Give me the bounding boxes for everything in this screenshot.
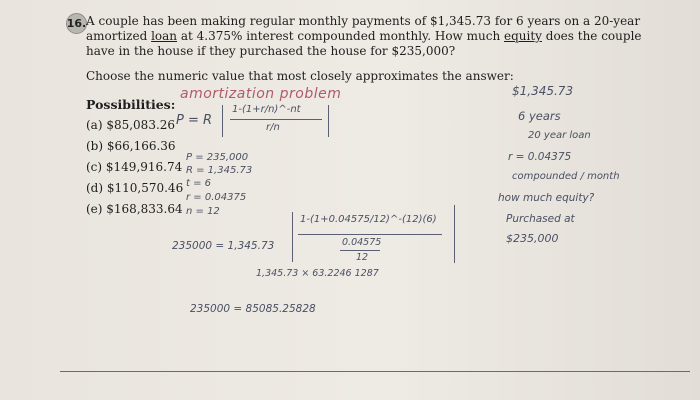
instruction-text: Choose the numeric value that most closely approximates the answer:: [86, 69, 514, 83]
note-right-payment: $1,345.73: [512, 84, 574, 98]
note-formula-left: P = R: [176, 113, 213, 128]
note-heading: amortization problem: [180, 86, 342, 102]
note-right-question: how much equity?: [498, 192, 595, 204]
option-d[interactable]: (d) $110,570.46: [86, 181, 184, 195]
note-formula-den: r/n: [266, 122, 280, 133]
equation-bracket-left: [292, 212, 297, 262]
note-right-purchased: Purchased at: [506, 213, 575, 225]
note-var-r-rate: r = 0.04375: [186, 192, 247, 203]
option-e[interactable]: (e) $168,833.64: [86, 202, 183, 216]
question-text-part2: at 4.375% interest compounded monthly. How much: [177, 29, 504, 43]
loan-word: loan: [151, 29, 178, 43]
equation-den-line: [340, 250, 380, 251]
note-right-years: 6 years: [518, 109, 561, 123]
option-b[interactable]: (b) $66,166.36: [86, 139, 176, 153]
equation-bracket-right: [450, 205, 455, 263]
note-var-p: P = 235,000: [186, 152, 249, 163]
question-text: [86, 14, 661, 59]
question-number-badge: 16.: [66, 13, 87, 34]
note-var-r-payment: R = 1,345.73: [186, 165, 253, 176]
option-c[interactable]: (c) $149,916.74: [86, 160, 183, 174]
page-divider-line: [60, 371, 690, 372]
note-right-loan-term: 20 year loan: [528, 130, 591, 141]
note-right-compounded: compounded / month: [512, 171, 620, 182]
note-product: 1,345.73 × 63.2246 1287: [256, 268, 379, 279]
option-a[interactable]: (a) $85,083.26: [86, 118, 176, 132]
note-result: 235000 = 85085.25828: [190, 303, 316, 315]
equation-fraction-line: [298, 234, 442, 235]
note-formula-num: 1-(1+r/n)^-nt: [232, 104, 301, 115]
note-var-t: t = 6: [186, 178, 212, 189]
possibilities-label: Possibilities:: [86, 97, 176, 112]
note-equation-den-top: 0.04575: [342, 237, 382, 248]
formula-fraction-line: [230, 119, 322, 120]
question-text-part1: A couple has been making regular monthly payments of $1,345.73 for 6 years on a 20-year amortized: [86, 14, 641, 43]
note-equation-left: 235000 = 1,345.73: [172, 240, 275, 252]
note-var-n: n = 12: [186, 206, 220, 217]
question-text-part3: does the couple have in the house if they purchased the house for $235,000?: [86, 29, 642, 58]
formula-bracket-right: [324, 105, 329, 137]
note-right-rate: r = 0.04375: [508, 151, 572, 163]
note-right-price: $235,000: [506, 232, 559, 245]
note-equation-num: 1-(1+0.04575/12)^-(12)(6): [300, 214, 437, 225]
equity-word: equity: [504, 29, 542, 43]
note-equation-den-bot: 12: [356, 252, 369, 263]
